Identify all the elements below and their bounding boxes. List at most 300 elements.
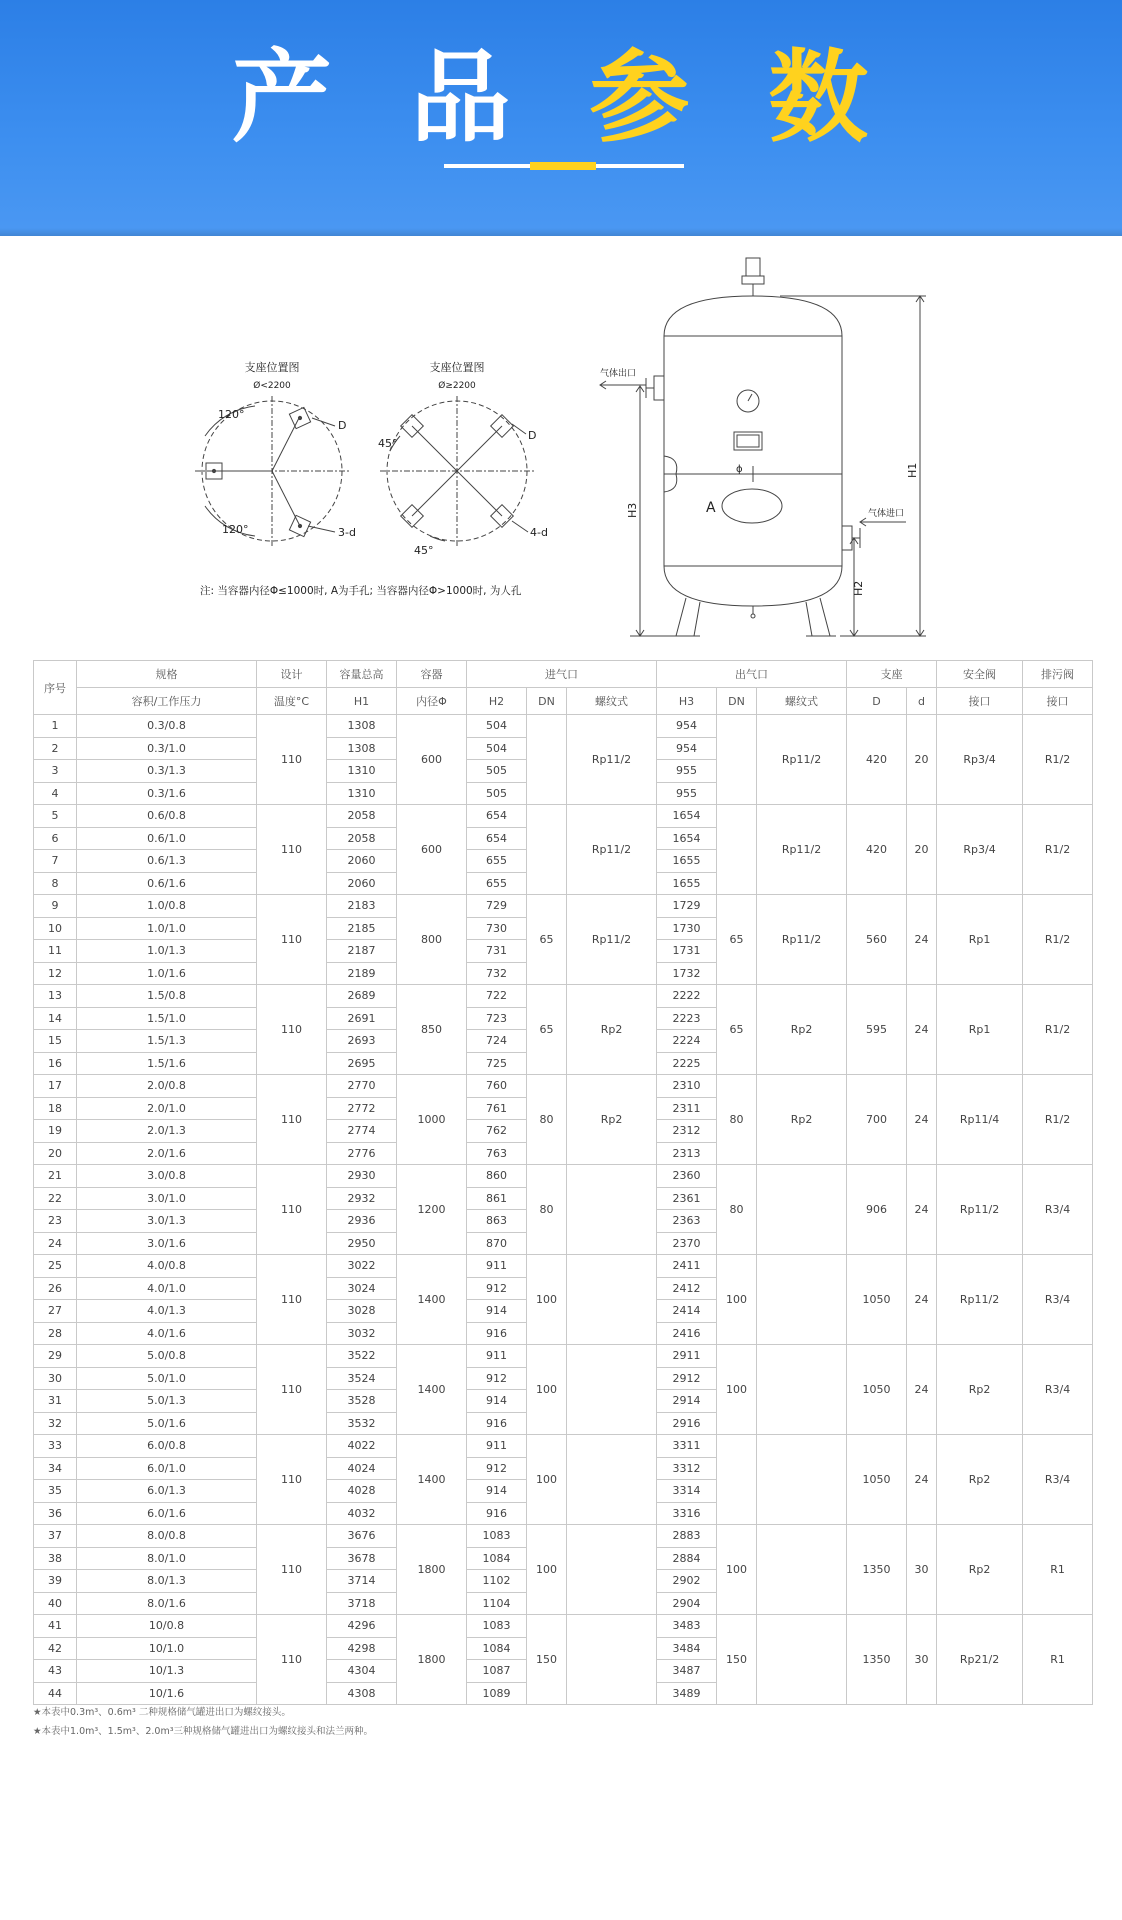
cell-dia: 1800 (397, 1525, 467, 1615)
note-1: ★本表中0.3m³、0.6m³ 二种规格储气罐进出口为螺纹接头。 (33, 1707, 291, 1718)
cell-h2: 723 (467, 1007, 527, 1030)
cell-no: 37 (34, 1525, 77, 1548)
cell-no: 39 (34, 1570, 77, 1593)
cell-h3: 1730 (657, 917, 717, 940)
cell-h3: 2883 (657, 1525, 717, 1548)
cell-spec: 2.0/1.6 (77, 1142, 257, 1165)
cell-spec: 8.0/1.0 (77, 1547, 257, 1570)
cell-h2: 914 (467, 1300, 527, 1323)
cell-h2: 725 (467, 1052, 527, 1075)
cell-temp: 110 (257, 1525, 327, 1615)
cell-h1: 2693 (327, 1030, 397, 1053)
cell-support-d1: 906 (847, 1165, 907, 1255)
cell-h3: 2902 (657, 1570, 717, 1593)
cell-no: 6 (34, 827, 77, 850)
header-outlet-h3: H3 (657, 688, 717, 715)
cell-h1: 2058 (327, 805, 397, 828)
cell-h3: 2313 (657, 1142, 717, 1165)
cell-h1: 3532 (327, 1412, 397, 1435)
cell-h2: 1084 (467, 1547, 527, 1570)
cell-h2: 916 (467, 1412, 527, 1435)
cell-outlet-dn: 100 (717, 1525, 757, 1615)
cell-no: 41 (34, 1615, 77, 1638)
cell-spec: 10/0.8 (77, 1615, 257, 1638)
angle-side-right: 45° (378, 437, 398, 450)
cell-drain: R3/4 (1023, 1345, 1093, 1435)
cell-h3: 2412 (657, 1277, 717, 1300)
cell-h1: 4024 (327, 1457, 397, 1480)
parameter-table (33, 660, 1093, 1705)
cell-h1: 3528 (327, 1390, 397, 1413)
cell-inlet-dn: 65 (527, 985, 567, 1075)
cell-spec: 5.0/1.3 (77, 1390, 257, 1413)
cell-h3: 2225 (657, 1052, 717, 1075)
cell-h2: 916 (467, 1502, 527, 1525)
tank-inlet-label: 气体进口 (868, 509, 905, 519)
cell-spec: 0.6/0.8 (77, 805, 257, 828)
cell-no: 32 (34, 1412, 77, 1435)
cell-spec: 10/1.0 (77, 1637, 257, 1660)
cell-drain: R1/2 (1023, 715, 1093, 805)
cell-drain: R3/4 (1023, 1435, 1093, 1525)
cell-no: 27 (34, 1300, 77, 1323)
cell-h3: 3312 (657, 1457, 717, 1480)
cell-outlet-dn (717, 805, 757, 895)
cell-h2: 655 (467, 850, 527, 873)
header-dia-sub: 内径Φ (397, 688, 467, 715)
header-support: 支座 (847, 661, 937, 688)
cell-safety: Rp3/4 (937, 715, 1023, 805)
table-row (34, 1255, 1093, 1278)
cell-spec: 1.0/1.3 (77, 940, 257, 963)
cell-no: 14 (34, 1007, 77, 1030)
diagram-note: 注: 当容器内径Φ≤1000时, A为手孔; 当容器内径Φ>1000时, 为人孔 (200, 585, 522, 597)
cell-h3: 2222 (657, 985, 717, 1008)
technical-diagram (0, 236, 1122, 656)
cell-dia: 1400 (397, 1255, 467, 1345)
cell-h2: 1089 (467, 1682, 527, 1705)
support-right-subtitle: Ø≥2200 (438, 381, 476, 391)
cell-outlet-dn (717, 1435, 757, 1525)
header-support-d1: D (847, 688, 907, 715)
cell-spec: 3.0/0.8 (77, 1165, 257, 1188)
tank-outlet-label: 气体出口 (600, 369, 637, 379)
cell-outlet-thread (757, 1525, 847, 1615)
cell-outlet-dn: 100 (717, 1255, 757, 1345)
cell-temp: 110 (257, 985, 327, 1075)
cell-spec: 10/1.6 (77, 1682, 257, 1705)
cell-no: 28 (34, 1322, 77, 1345)
cell-spec: 1.0/0.8 (77, 895, 257, 918)
cell-spec: 1.5/1.3 (77, 1030, 257, 1053)
cell-h1: 2950 (327, 1232, 397, 1255)
banner-shadow (0, 228, 1122, 236)
cell-no: 1 (34, 715, 77, 738)
cell-inlet-dn: 80 (527, 1075, 567, 1165)
label-holes-left: 3-d (338, 526, 356, 539)
table-row (34, 1345, 1093, 1368)
cell-spec: 3.0/1.3 (77, 1210, 257, 1233)
header-safety: 安全阀 (937, 661, 1023, 688)
cell-h2: 863 (467, 1210, 527, 1233)
cell-support-d2: 24 (907, 1255, 937, 1345)
cell-spec: 6.0/1.3 (77, 1480, 257, 1503)
cell-inlet-thread: Rp11/2 (567, 895, 657, 985)
header-spec: 规格 (77, 661, 257, 688)
cell-h3: 2360 (657, 1165, 717, 1188)
cell-h2: 1084 (467, 1637, 527, 1660)
cell-h3: 2223 (657, 1007, 717, 1030)
cell-h3: 2311 (657, 1097, 717, 1120)
cell-no: 24 (34, 1232, 77, 1255)
cell-h1: 3678 (327, 1547, 397, 1570)
cell-support-d2: 24 (907, 1345, 937, 1435)
cell-h1: 2932 (327, 1187, 397, 1210)
cell-inlet-thread: Rp11/2 (567, 805, 657, 895)
cell-dia: 600 (397, 715, 467, 805)
cell-no: 5 (34, 805, 77, 828)
header-drain: 排污阀 (1023, 661, 1093, 688)
cell-h1: 2772 (327, 1097, 397, 1120)
cell-spec: 1.0/1.0 (77, 917, 257, 940)
cell-h2: 724 (467, 1030, 527, 1053)
cell-h3: 1654 (657, 805, 717, 828)
cell-h2: 911 (467, 1345, 527, 1368)
title-part-white: 产 品 (231, 39, 533, 156)
cell-spec: 1.5/1.0 (77, 1007, 257, 1030)
cell-no: 18 (34, 1097, 77, 1120)
cell-no: 30 (34, 1367, 77, 1390)
cell-safety: Rp2 (937, 1525, 1023, 1615)
cell-h2: 1102 (467, 1570, 527, 1593)
table-row (34, 1615, 1093, 1638)
cell-safety: Rp21/2 (937, 1615, 1023, 1705)
cell-temp: 110 (257, 1075, 327, 1165)
cell-h1: 1308 (327, 737, 397, 760)
cell-h3: 2916 (657, 1412, 717, 1435)
cell-spec: 10/1.3 (77, 1660, 257, 1683)
tank-elevation (600, 258, 926, 636)
cell-h2: 1083 (467, 1525, 527, 1548)
cell-temp: 110 (257, 1345, 327, 1435)
cell-no: 43 (34, 1660, 77, 1683)
cell-support-d2: 30 (907, 1615, 937, 1705)
table-notes (33, 1703, 1092, 1741)
cell-h2: 1083 (467, 1615, 527, 1638)
header-banner (0, 0, 1122, 236)
tank-dim-h3: H3 (626, 502, 639, 518)
cell-h3: 2310 (657, 1075, 717, 1098)
cell-outlet-dn: 100 (717, 1345, 757, 1435)
cell-inlet-thread (567, 1165, 657, 1255)
cell-outlet-dn: 80 (717, 1165, 757, 1255)
cell-outlet-thread: Rp2 (757, 1075, 847, 1165)
cell-h3: 2912 (657, 1367, 717, 1390)
cell-inlet-thread (567, 1525, 657, 1615)
cell-h1: 4022 (327, 1435, 397, 1458)
cell-no: 29 (34, 1345, 77, 1368)
cell-h3: 2361 (657, 1187, 717, 1210)
cell-inlet-thread (567, 1255, 657, 1345)
table-row (34, 1525, 1093, 1548)
cell-support-d1: 560 (847, 895, 907, 985)
cell-h3: 1732 (657, 962, 717, 985)
cell-no: 15 (34, 1030, 77, 1053)
cell-spec: 1.5/1.6 (77, 1052, 257, 1075)
cell-support-d2: 24 (907, 895, 937, 985)
cell-h2: 870 (467, 1232, 527, 1255)
cell-h2: 911 (467, 1435, 527, 1458)
cell-h1: 2930 (327, 1165, 397, 1188)
cell-spec: 3.0/1.0 (77, 1187, 257, 1210)
cell-safety: Rp2 (937, 1345, 1023, 1435)
header-temp: 设计 (257, 661, 327, 688)
cell-temp: 110 (257, 1255, 327, 1345)
cell-h1: 2183 (327, 895, 397, 918)
cell-support-d2: 24 (907, 1075, 937, 1165)
cell-no: 40 (34, 1592, 77, 1615)
cell-inlet-thread (567, 1435, 657, 1525)
cell-h1: 2060 (327, 850, 397, 873)
cell-h3: 954 (657, 715, 717, 738)
cell-h2: 504 (467, 737, 527, 760)
cell-outlet-thread (757, 1165, 847, 1255)
cell-h1: 3024 (327, 1277, 397, 1300)
cell-outlet-thread: Rp11/2 (757, 895, 847, 985)
cell-spec: 8.0/1.3 (77, 1570, 257, 1593)
cell-h1: 1310 (327, 760, 397, 783)
cell-spec: 0.6/1.3 (77, 850, 257, 873)
cell-outlet-dn: 150 (717, 1615, 757, 1705)
cell-dia: 1400 (397, 1345, 467, 1435)
tank-label-phi: ϕ (736, 464, 743, 475)
cell-h1: 4032 (327, 1502, 397, 1525)
cell-h3: 1654 (657, 827, 717, 850)
cell-dia: 1800 (397, 1615, 467, 1705)
cell-inlet-dn: 150 (527, 1615, 567, 1705)
cell-h1: 3676 (327, 1525, 397, 1548)
cell-drain: R3/4 (1023, 1255, 1093, 1345)
cell-dia: 1200 (397, 1165, 467, 1255)
cell-spec: 4.0/1.0 (77, 1277, 257, 1300)
cell-h1: 2060 (327, 872, 397, 895)
cell-h2: 732 (467, 962, 527, 985)
cell-no: 22 (34, 1187, 77, 1210)
header-drain-sub: 接口 (1023, 688, 1093, 715)
cell-inlet-dn (527, 715, 567, 805)
cell-support-d2: 24 (907, 1435, 937, 1525)
cell-h3: 2904 (657, 1592, 717, 1615)
support-left-title: 支座位置图 (244, 361, 300, 374)
cell-inlet-thread: Rp2 (567, 1075, 657, 1165)
cell-support-d1: 700 (847, 1075, 907, 1165)
header-no: 序号 (34, 661, 77, 715)
cell-h1: 3522 (327, 1345, 397, 1368)
cell-drain: R1/2 (1023, 895, 1093, 985)
cell-outlet-thread (757, 1345, 847, 1435)
cell-h2: 760 (467, 1075, 527, 1098)
cell-h1: 2187 (327, 940, 397, 963)
cell-dia: 850 (397, 985, 467, 1075)
cell-no: 25 (34, 1255, 77, 1278)
cell-drain: R1/2 (1023, 805, 1093, 895)
cell-no: 35 (34, 1480, 77, 1503)
cell-spec: 6.0/1.0 (77, 1457, 257, 1480)
cell-h2: 505 (467, 782, 527, 805)
cell-temp: 110 (257, 805, 327, 895)
note-2: ★本表中1.0m³、1.5m³、2.0m³三种规格储气罐进出口为螺纹接头和法兰两种。 (33, 1726, 374, 1737)
cell-h2: 861 (467, 1187, 527, 1210)
label-d-left: D (338, 419, 347, 432)
cell-safety: Rp2 (937, 1435, 1023, 1525)
cell-h1: 3718 (327, 1592, 397, 1615)
cell-spec: 0.6/1.6 (77, 872, 257, 895)
cell-h3: 2363 (657, 1210, 717, 1233)
cell-inlet-dn: 65 (527, 895, 567, 985)
cell-inlet-dn: 100 (527, 1255, 567, 1345)
cell-spec: 5.0/0.8 (77, 1345, 257, 1368)
cell-h1: 2770 (327, 1075, 397, 1098)
cell-no: 21 (34, 1165, 77, 1188)
header-height-sub: H1 (327, 688, 397, 715)
header-inlet: 进气口 (467, 661, 657, 688)
cell-h3: 2914 (657, 1390, 717, 1413)
cell-dia: 800 (397, 895, 467, 985)
header-outlet-thread: 螺纹式 (757, 688, 847, 715)
table-row (34, 1075, 1093, 1098)
cell-h3: 2911 (657, 1345, 717, 1368)
support-right-title: 支座位置图 (429, 361, 485, 374)
table-row (34, 985, 1093, 1008)
title-underline-accent (530, 162, 596, 170)
cell-h2: 914 (467, 1480, 527, 1503)
header-spec-sub: 容积/工作压力 (77, 688, 257, 715)
cell-h2: 1087 (467, 1660, 527, 1683)
header-inlet-h2: H2 (467, 688, 527, 715)
cell-h3: 2312 (657, 1120, 717, 1143)
cell-spec: 4.0/0.8 (77, 1255, 257, 1278)
header-inlet-thread: 螺纹式 (567, 688, 657, 715)
cell-h1: 2058 (327, 827, 397, 850)
cell-support-d2: 30 (907, 1525, 937, 1615)
tank-label-a: A (706, 500, 716, 516)
cell-h1: 2776 (327, 1142, 397, 1165)
header-support-d2: d (907, 688, 937, 715)
cell-temp: 110 (257, 895, 327, 985)
cell-support-d2: 20 (907, 715, 937, 805)
cell-support-d1: 420 (847, 715, 907, 805)
cell-h1: 4304 (327, 1660, 397, 1683)
cell-spec: 8.0/0.8 (77, 1525, 257, 1548)
cell-h3: 3316 (657, 1502, 717, 1525)
cell-h1: 3714 (327, 1570, 397, 1593)
label-holes-right: 4-d (530, 526, 548, 539)
cell-h3: 2416 (657, 1322, 717, 1345)
page-title (0, 38, 1122, 158)
cell-support-d1: 1350 (847, 1525, 907, 1615)
cell-support-d2: 20 (907, 805, 937, 895)
cell-spec: 6.0/1.6 (77, 1502, 257, 1525)
cell-no: 36 (34, 1502, 77, 1525)
cell-no: 34 (34, 1457, 77, 1480)
cell-h2: 729 (467, 895, 527, 918)
cell-spec: 6.0/0.8 (77, 1435, 257, 1458)
cell-support-d1: 420 (847, 805, 907, 895)
cell-safety: Rp3/4 (937, 805, 1023, 895)
cell-dia: 1400 (397, 1435, 467, 1525)
cell-spec: 0.3/1.6 (77, 782, 257, 805)
table-row (34, 715, 1093, 738)
cell-h3: 954 (657, 737, 717, 760)
angle-bottom-right: 45° (414, 544, 434, 557)
cell-inlet-thread (567, 1345, 657, 1435)
cell-h2: 911 (467, 1255, 527, 1278)
cell-no: 13 (34, 985, 77, 1008)
cell-h1: 2689 (327, 985, 397, 1008)
cell-temp: 110 (257, 1165, 327, 1255)
cell-h1: 2936 (327, 1210, 397, 1233)
cell-h3: 955 (657, 760, 717, 783)
cell-h1: 2185 (327, 917, 397, 940)
tank-dim-h2: H2 (852, 580, 865, 596)
cell-h2: 912 (467, 1457, 527, 1480)
table-row (34, 1165, 1093, 1188)
cell-h2: 505 (467, 760, 527, 783)
cell-no: 12 (34, 962, 77, 985)
cell-spec: 8.0/1.6 (77, 1592, 257, 1615)
cell-h3: 2411 (657, 1255, 717, 1278)
cell-drain: R1 (1023, 1525, 1093, 1615)
cell-no: 7 (34, 850, 77, 873)
cell-support-d2: 24 (907, 985, 937, 1075)
cell-h1: 2774 (327, 1120, 397, 1143)
cell-h3: 3484 (657, 1637, 717, 1660)
cell-dia: 600 (397, 805, 467, 895)
cell-h1: 3524 (327, 1367, 397, 1390)
cell-no: 2 (34, 737, 77, 760)
cell-no: 4 (34, 782, 77, 805)
cell-spec: 4.0/1.3 (77, 1300, 257, 1323)
cell-h3: 1731 (657, 940, 717, 963)
cell-h1: 2189 (327, 962, 397, 985)
cell-drain: R1 (1023, 1615, 1093, 1705)
cell-h3: 2884 (657, 1547, 717, 1570)
cell-h3: 1655 (657, 872, 717, 895)
cell-no: 19 (34, 1120, 77, 1143)
cell-spec: 1.5/0.8 (77, 985, 257, 1008)
cell-h1: 2691 (327, 1007, 397, 1030)
header-temp-sub: 温度°C (257, 688, 327, 715)
cell-h1: 3032 (327, 1322, 397, 1345)
angle-top-left: 120° (218, 408, 245, 421)
table-row (34, 805, 1093, 828)
cell-spec: 3.0/1.6 (77, 1232, 257, 1255)
cell-h2: 504 (467, 715, 527, 738)
label-d-right: D (528, 429, 537, 442)
cell-inlet-dn: 100 (527, 1345, 567, 1435)
cell-support-d1: 1350 (847, 1615, 907, 1705)
cell-no: 23 (34, 1210, 77, 1233)
cell-support-d1: 595 (847, 985, 907, 1075)
cell-dia: 1000 (397, 1075, 467, 1165)
cell-inlet-thread: Rp11/2 (567, 715, 657, 805)
cell-spec: 4.0/1.6 (77, 1322, 257, 1345)
cell-outlet-thread: Rp11/2 (757, 715, 847, 805)
cell-h1: 3028 (327, 1300, 397, 1323)
cell-outlet-dn: 80 (717, 1075, 757, 1165)
cell-spec: 2.0/0.8 (77, 1075, 257, 1098)
cell-no: 8 (34, 872, 77, 895)
